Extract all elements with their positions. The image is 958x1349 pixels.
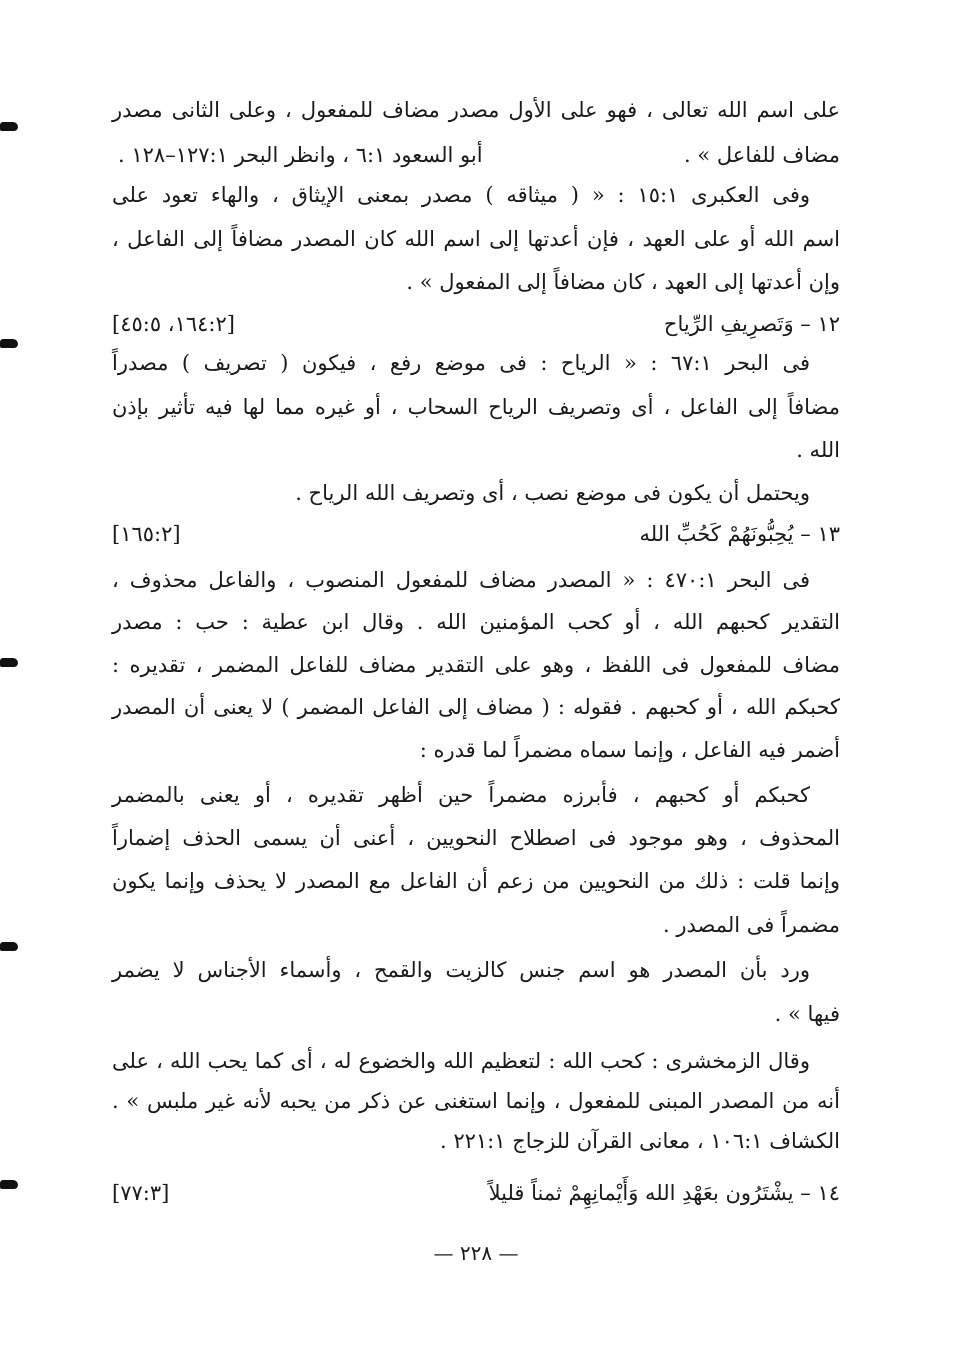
text-line: أنه من المصدر المبنى للمفعول ، وإنما استغنى عن ذكر من يحبه لأنه غير ملبس » .	[112, 1089, 840, 1113]
text-line: فى البحر ٦٧:١ : « الرياح : فى موضع رفع ، فيكون ( تصريف ) مصدراً	[112, 351, 810, 375]
scan-edge-mark	[0, 1180, 18, 1189]
scan-edge-mark	[0, 658, 18, 667]
verse-heading	[112, 517, 840, 551]
text-line: اسم الله أو على العهد ، فإن أعدتها إلى اسم الله كان المصدر مضافاً إلى الفاعل ،	[112, 227, 840, 251]
text-line: ورد بأن المصدر هو اسم جنس كالزيت والقمح ، وأسماء الأجناس لا يضمر	[112, 958, 810, 982]
page-number: — ٢٢٨ —	[433, 1241, 519, 1265]
verse-heading	[112, 1176, 840, 1210]
text-line: على اسم الله تعالى ، فهو على الأول مصدر مضاف للمفعول ، وعلى الثانى مصدر	[112, 98, 840, 122]
text-line: أضمر فيه الفاعل ، وإنما سماه مضمراً لما قدره :	[419, 738, 840, 762]
verse-reference: [٧٧:٣]	[112, 1181, 170, 1205]
scan-edge-mark	[0, 122, 18, 131]
scan-edge-mark	[0, 339, 18, 348]
verse-text: ١٢ – وَتَصرِيفِ الرِّياح	[663, 312, 840, 336]
text-line: وقال الزمخشرى : كحب الله : لتعظيم الله والخضوع له ، أى كما يحب الله ، على	[112, 1049, 810, 1073]
text-line: كحبكم الله ، أو كحبهم . فقوله : ( مضاف إلى الفاعل المضمر ) لا يعنى أن المصدر	[112, 695, 840, 719]
document-page	[112, 0, 840, 1349]
text-line: وإن أعدتها إلى العهد ، كان مضافاً إلى المفعول » .	[406, 270, 840, 294]
text-line: وإنما قلت : ذلك من النحويين من زعم أن الفاعل مع المصدر لا يحذف وإنما يكون	[112, 869, 840, 893]
source-citation: الكشاف ١٠٦:١ ، معانى القرآن للزجاج ٢٢١:١ .	[439, 1129, 840, 1153]
text-segment: مضاف للفاعل » .	[684, 143, 840, 167]
scan-edge-mark	[0, 942, 18, 951]
verse-text: ١٣ – يُحِبُّونَهُمْ كَحُبِّ الله	[639, 522, 840, 546]
text-line	[112, 138, 840, 172]
source-citation: أبو السعود ٦:١ ، وانظر البحر ١٢٧:١–١٢٨ .	[118, 143, 483, 167]
verse-text: ١٤ – يشْتَرُون بعَهْدِ الله وَأَيْمانِهِمْ ثمناً قليلاً	[488, 1181, 840, 1205]
text-line: مضمراً فى المصدر .	[662, 913, 840, 937]
text-line: التقدير كحبهم الله ، أو كحب المؤمنين الله . وقال ابن عطية : حب : مصدر	[112, 610, 840, 634]
text-line: ويحتمل أن يكون فى موضع نصب ، أى وتصريف الله الرياح .	[295, 481, 810, 505]
text-line: الله .	[796, 438, 840, 462]
verse-reference: [١٦٤:٢، ٤٥:٥]	[112, 312, 235, 336]
text-line: كحبكم أو كحبهم ، فأبرزه مضمراً حين أظهر تقديره ، أو يعنى بالمضمر	[112, 783, 810, 807]
text-line: فى البحر ٤٧٠:١ : « المصدر مضاف للمفعول المنصوب ، والفاعل محذوف ،	[112, 568, 810, 592]
text-line: المحذوف ، وهو موجود فى اصطلاح النحويين ، أعنى أن يسمى الحذف إضماراً	[112, 826, 840, 850]
verse-reference: [١٦٥:٢]	[112, 522, 181, 546]
text-line: مضافاً إلى الفاعل ، أى وتصريف الرياح السحاب ، أو غيره مما لها فيه تأثير بإذن	[112, 395, 840, 419]
text-line: فيها » .	[774, 1002, 840, 1026]
text-line: وفى العكبرى ١٥:١ : « ( ميثاقه ) مصدر بمعنى الإيثاق ، والهاء تعود على	[112, 183, 811, 207]
verse-heading	[112, 307, 840, 341]
text-line: مضاف للمفعول فى اللفظ ، وهو على التقدير مضاف للفاعل المضمر ، تقديره :	[112, 653, 840, 677]
